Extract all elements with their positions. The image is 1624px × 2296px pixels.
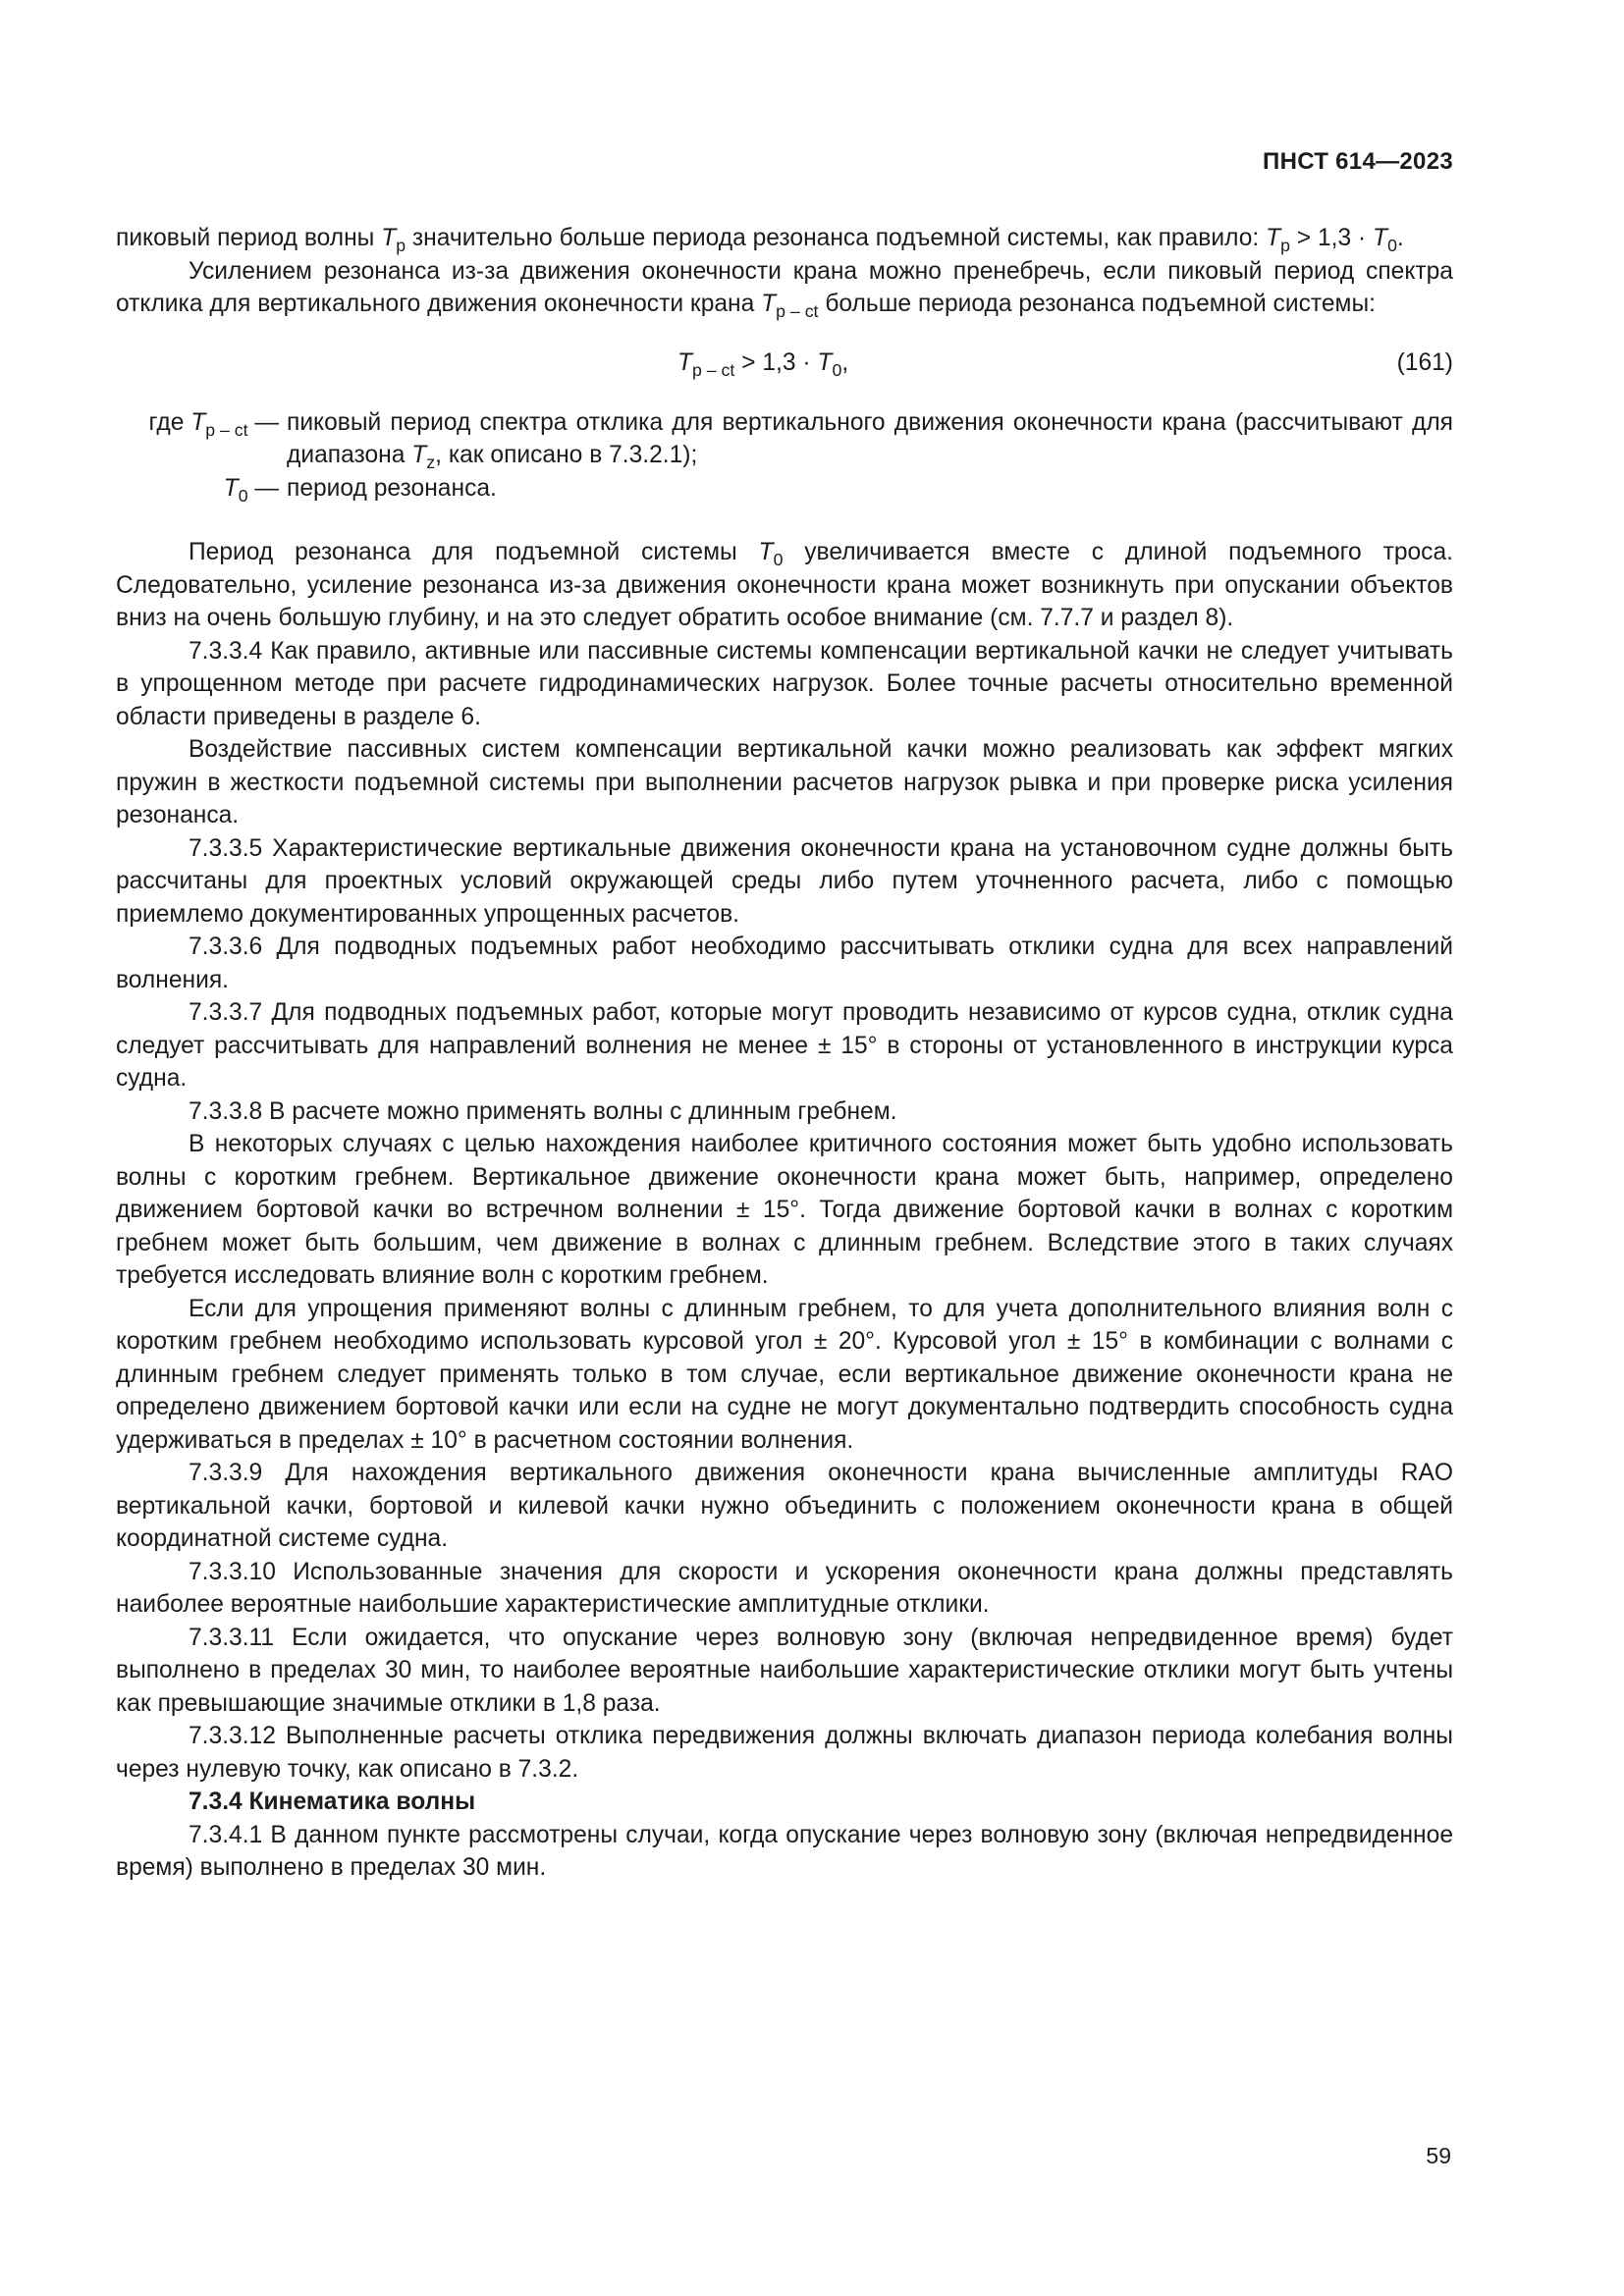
document-id: ПНСТ 614—2023 xyxy=(1263,148,1453,175)
math-symbol: T xyxy=(761,291,777,317)
math-symbol: T xyxy=(1373,225,1388,251)
paragraph-passive-compensation: Воздействие пассивных систем компенсации вертикальной качки можно реализовать как эффект мягких пружин в жесткости подъемной системы при выполнении расчетов нагрузок рывка и при проверке риска усиления резонанса. xyxy=(116,736,1453,828)
section-heading-7-3-4: 7.3.4 Кинематика волны xyxy=(189,1789,476,1815)
paragraph-7-3-3-11: 7.3.3.11 Если ожидается, что опускание через волновую зону (включая непредвиденное время) будет выполнено в пределах 30 мин, то наиболее вероятные наибольшие характеристические отклики могут быть учтены как превышающие значимые отклики в 1,8 раза. xyxy=(116,1624,1453,1717)
paragraph-7-3-3-9: 7.3.3.9 Для нахождения вертикального движения оконечности крана вычисленные амплитуды RAO вертикальной качки, бортовой и килевой качки нужно объединить с положением оконечности крана в общей координатной системе судна. xyxy=(116,1460,1453,1552)
formula-number: (161) xyxy=(1396,348,1453,376)
math-symbol: T xyxy=(758,539,774,565)
formula-161 xyxy=(116,347,1453,382)
paragraph-peak-period: пиковый период волны $T_p$ значительно больше периода резонанса подъемной системы, как правило: $T_p > 1,3 \cdot T_0$. xyxy=(116,225,1404,256)
paragraph-7-3-3-4: 7.3.3.4 Как правило, активные или пассивные системы компенсации вертикальной качки не следует учитывать в упрощенном методе при расчете гидродинамических нагрузок. Более точные расчеты относительно временной области приведены в разделе 6. xyxy=(116,637,1453,730)
paragraph-7-3-3-12: 7.3.3.12 Выполненные расчеты отклика передвижения должны включать диапазон периода колебания волны через нулевую точку, как описано в 7.3.2. xyxy=(116,1723,1453,1783)
paragraph-resonance-period: Период резонанса для подъемной системы $T_0$ увеличивается вместе с длиной подъемного троса. Следовательно, усиление резонанса из-за движения оконечности крана может возникнуть при опускании объектов вниз на очень большую глубину, и на это следует обратить особое внимание (см. 7.7.7 и раздел 8). xyxy=(116,539,1453,631)
math-symbol: T xyxy=(1266,225,1281,251)
math-symbol: T xyxy=(381,225,397,251)
math-subscript: 0 xyxy=(1387,236,1397,256)
paragraph-7-3-3-8: 7.3.3.8 В расчете можно применять волны с длинным гребнем. xyxy=(189,1097,897,1125)
paragraph-7-3-3-10: 7.3.3.10 Использованные значения для скорости и ускорения оконечности крана должны представлять наиболее вероятные наибольшие характеристические амплитудные отклики. xyxy=(116,1558,1453,1618)
paragraph-7-3-3-5: 7.3.3.5 Характеристические вертикальные движения оконечности крана на установочном судне должны быть рассчитаны для проектных условий окружающей среды либо путем уточненного расчета, либо с помощью приемлемо документированных упрощенных расчетов. xyxy=(116,834,1453,928)
paragraph-7-3-3-6: 7.3.3.6 Для подводных подъемных работ необходимо рассчитывать отклики судна для всех направлений волнения. xyxy=(116,934,1453,993)
paragraph-7-3-4-1: 7.3.4.1 В данном пункте рассмотрены случаи, когда опускание через волновую зону (включая непредвиденное время) выполнено в пределах 30 мин. xyxy=(116,1821,1453,1881)
formula-legend xyxy=(116,406,1453,506)
document-body xyxy=(116,222,1453,1885)
math-subscript: p – ct xyxy=(776,301,819,322)
formula-expression: $T_{p - ct} > 1,3 \cdot T_0$, xyxy=(677,348,849,380)
paragraph-7-3-3-7: 7.3.3.7 Для подводных подъемных работ, которые могут проводить независимо от курсов судна, отклик судна следует рассчитывать для направлений волнения не менее ± 15° в стороны от установленного в инструкции курса судна. xyxy=(116,999,1453,1092)
page-number: 59 xyxy=(1426,2143,1451,2168)
paragraph-resonance: Усилением резонанса из-за движения оконечности крана можно пренебречь, если пиковый период спектра отклика для вертикального движения оконечности крана $T_{p - ct}$ больше периода резонанса подъемной системы: xyxy=(116,257,1453,322)
paragraph-short-crested-waves: В некоторых случаях с целью нахождения наиболее критичного состояния может быть удобно использовать волны с коротким гребнем. Вертикальное движение оконечности крана может быть, например, определено движением бортовой качки во встречном волнении ± 15°. Тогда движение бортовой качки в волнах с коротким гребнем может быть большим, чем движение в волнах с длинным гребнем. Вследствие этого в таких случаях требуется исследовать влияние волн с коротким гребнем. xyxy=(116,1131,1453,1289)
legend-row-t0: $T_0$ — период резонанса. xyxy=(223,474,497,506)
math-subscript: p xyxy=(1280,236,1290,256)
math-subscript: p xyxy=(396,236,406,256)
legend-row-tp-ct: где $T_{p - ct}$ — пиковый период спектра отклика для вертикального движения оконечности крана (рассчитывают для диапазона $T_z$, как описано в 7.3.2.1); xyxy=(148,408,1453,473)
math-subscript: 0 xyxy=(773,550,784,570)
paragraph-long-crested-simplification: Если для упрощения применяют волны с длинным гребнем, то для учета дополнительного влияния волн с коротким гребнем необходимо использовать курсовой угол ± 20°. Курсовой угол ± 15° в комбинации с волнами с длинным гребнем следует применять только в том случае, если вертикальное движение оконечности крана не определено движением бортовой качки или если на судне не могут документально подтвердить способность судна удерживаться в пределах ± 10° в расчетном состоянии волнения. xyxy=(116,1295,1453,1454)
